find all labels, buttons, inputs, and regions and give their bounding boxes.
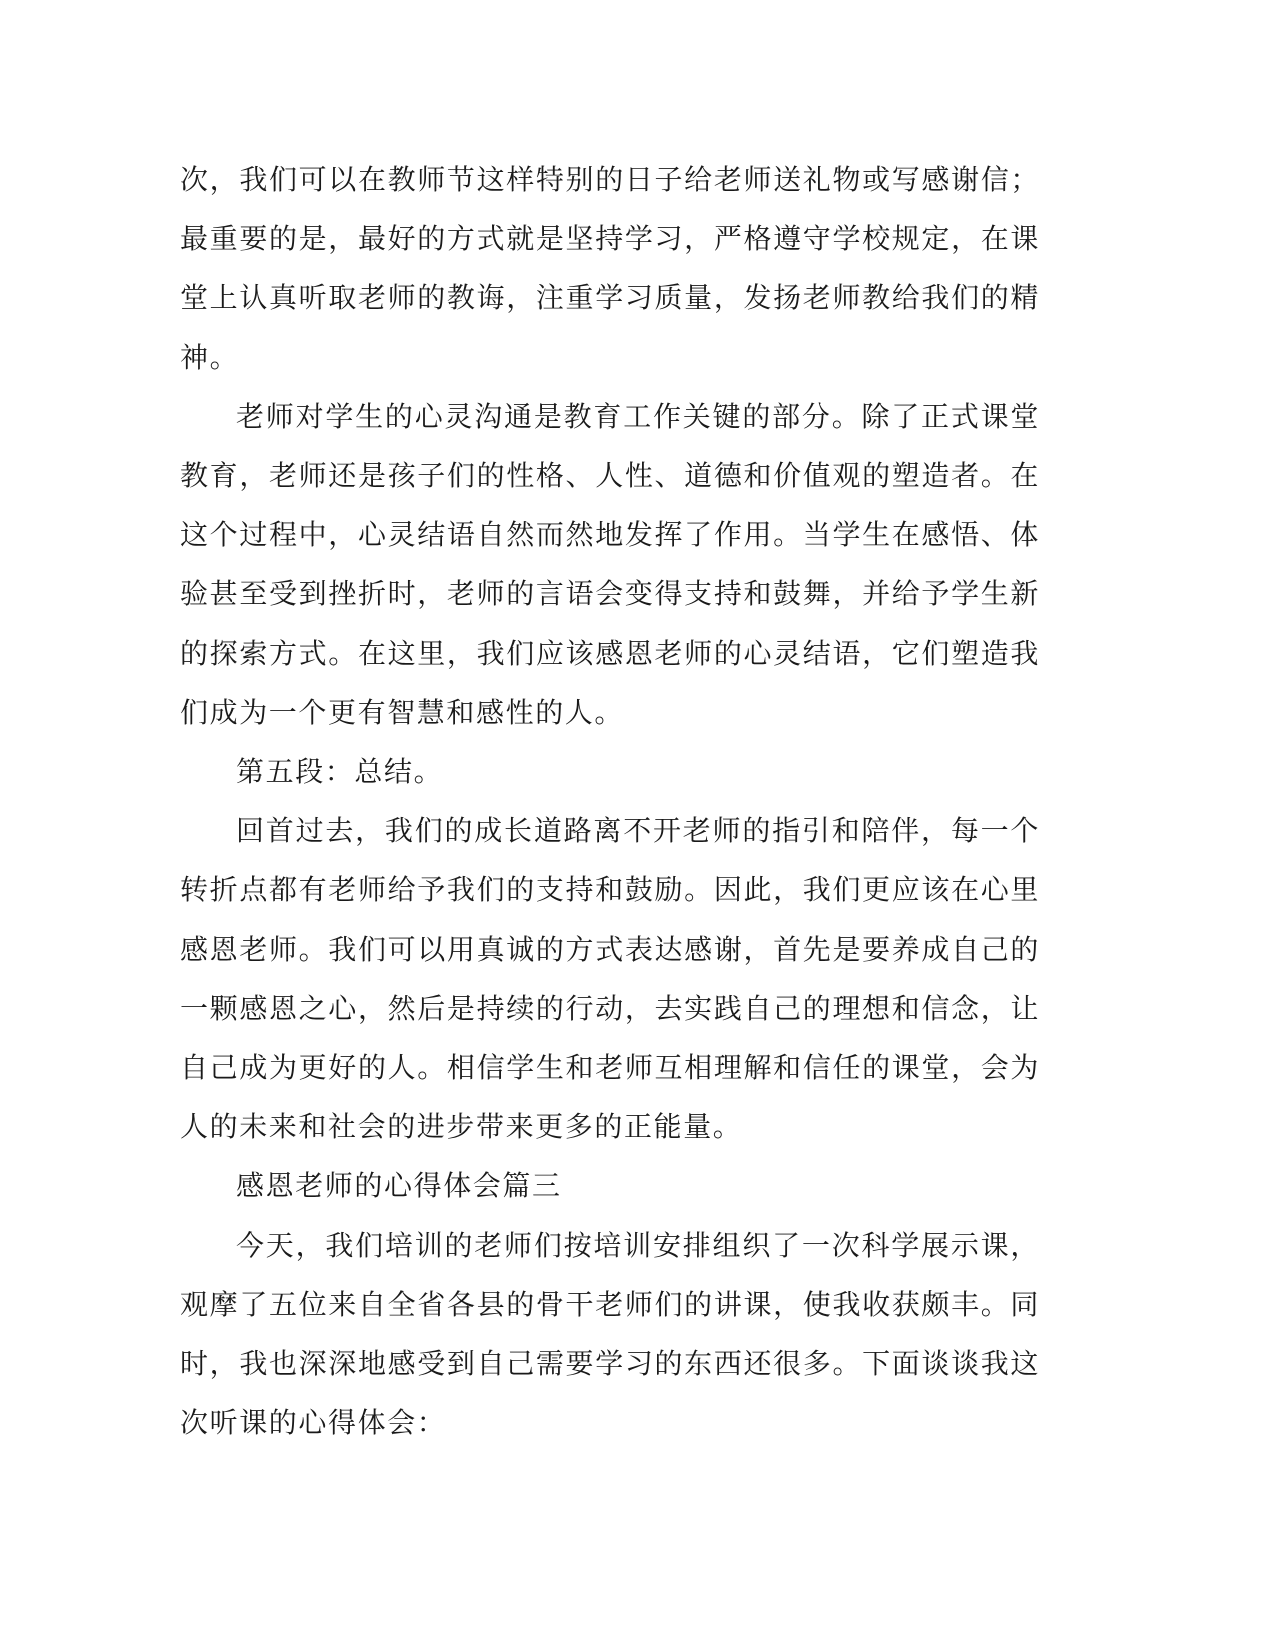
paragraph-continuation: 次，我们可以在教师节这样特别的日子给老师送礼物或写感谢信；最重要的是，最好的方式就是坚持学习，严格遵守学校规定，在课堂上认真听取老师的教诲，注重学习质量，发扬老师教给我们的精神。 xyxy=(180,163,1040,374)
paragraph-summary: 回首过去，我们的成长道路离不开老师的指引和陪伴，每一个转折点都有老师给予我们的支持和鼓励。因此，我们更应该在心里感恩老师。我们可以用真诚的方式表达感谢，首先是要养成自己的一颗感恩之心，然后是持续的行动，去实践自己的理想和信念，让自己成为更好的人。相信学生和老师互相理解和信任的课堂，会为人的未来和社会的进步带来更多的正能量。 xyxy=(180,814,1040,1144)
paragraph-training-class: 今天，我们培训的老师们按培训安排组织了一次科学展示课，观摩了五位来自全省各县的骨干老师们的讲课，使我收获颇丰。同时，我也深深地感受到自己需要学习的东西还很多。下面谈谈我这次听课的心得体会： xyxy=(180,1228,1040,1440)
article-title-part-three: 感恩老师的心得体会篇三 xyxy=(236,1169,562,1203)
paragraph-heart-communication: 老师对学生的心灵沟通是教育工作关键的部分。除了正式课堂教育，老师还是孩子们的性格、人性、道德和价值观的塑造者。在这个过程中，心灵结语自然而然地发挥了作用。当学生在感悟、体验甚至受到挫折时，老师的言语会变得支持和鼓舞，并给予学生新的探索方式。在这里，我们应该感恩老师的心灵结语，它们塑造我们成为一个更有智慧和感性的人。 xyxy=(180,399,1040,729)
document-body xyxy=(180,150,1040,1452)
section-heading-summary: 第五段：总结。 xyxy=(236,755,444,789)
